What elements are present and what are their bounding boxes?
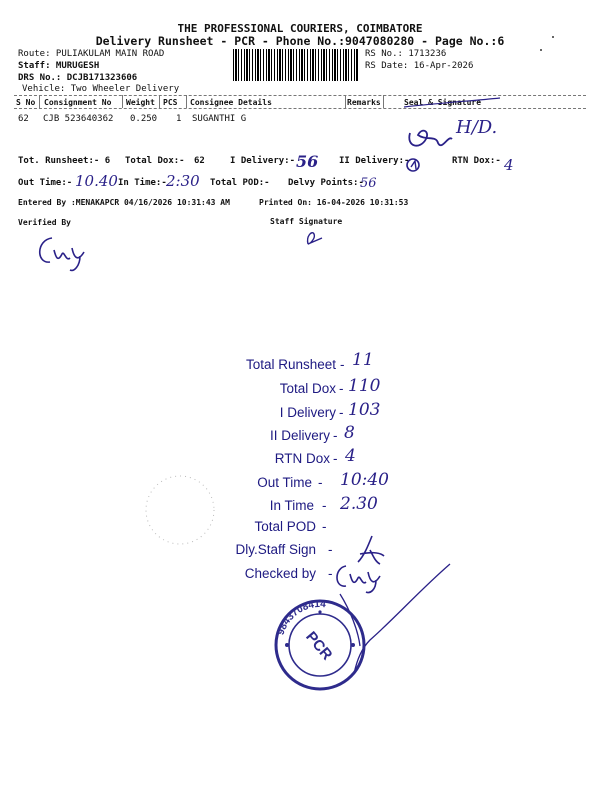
drs-text: DRS No.: DCJB171323606 [18, 73, 138, 83]
in-time-handwritten: 2:30 [166, 172, 200, 190]
summary-label-total-pod: Total POD [254, 519, 316, 534]
vehicle-text: Vehicle: Two Wheeler Delivery [22, 84, 180, 94]
tot-runsheet: Tot. Runsheet:- 6 [18, 156, 111, 166]
printed-on: Printed On: 16-04-2026 10:31:53 [259, 198, 409, 207]
total-pod-label: Total POD:- [210, 178, 270, 188]
summary-label-i-delivery: I Delivery [279, 405, 336, 420]
col-header-sno: S No [16, 98, 36, 107]
row-seal-handwritten: H/D. [456, 117, 498, 138]
summary-label-staff-sign: Dly.Staff Sign [235, 542, 316, 557]
company-name: THE PROFESSIONAL COURIERS, COIMBATORE [177, 22, 423, 35]
summary-label-ii-delivery: II Delivery [269, 428, 330, 443]
verified-by-label: Verified By [18, 218, 71, 227]
entered-by: Entered By :MENAKAPCR 04/16/2026 10:31:43 AM [18, 198, 230, 207]
i-delivery-handwritten: 56 [296, 152, 319, 171]
summary-label-total-runsheet: Total Runsheet [245, 357, 336, 372]
summary-dash: - [328, 542, 333, 557]
verified-signature [30, 228, 100, 273]
summary-value-total-runsheet: 11 [352, 350, 374, 370]
rs-number: RS No.: 1713236 [365, 49, 447, 59]
col-divider [159, 95, 160, 108]
col-header-consignee: Consignee Details [190, 98, 272, 107]
summary-label-out-time: Out Time [257, 475, 312, 490]
summary-value-i-delivery: 103 [348, 400, 381, 420]
delvy-points-handwritten: 56 [360, 176, 377, 191]
summary-dash: - [333, 428, 338, 443]
out-time-label: Out Time:- [18, 178, 73, 188]
col-divider [383, 95, 384, 108]
col-header-remarks: Remarks [347, 98, 381, 107]
summary-dash: - [339, 381, 344, 396]
summary-label-in-time: In Time [269, 498, 314, 513]
row-pcs: 1 [176, 114, 182, 124]
rs-date: RS Date: 16-Apr-2026 [365, 61, 474, 71]
runsheet-title: Delivery Runsheet - PCR - Phone No.:9047080280 - Page No.:6 [95, 34, 505, 48]
col-header-consignment: Consignment No [44, 98, 112, 107]
seal-ring-text: 9843708414 [275, 598, 327, 637]
staff-signature-mark [300, 226, 330, 248]
barcode-image [233, 49, 359, 81]
out-time-handwritten: 10.40 [75, 172, 118, 190]
summary-value-ii-delivery: 8 [344, 423, 355, 443]
in-time-label: In Time:- [118, 178, 167, 188]
summary-value-out-time: 10:40 [340, 470, 389, 490]
col-divider [345, 95, 346, 108]
rtn-dox-label: RTN Dox:- [452, 156, 501, 166]
staff-signature-label: Staff Signature [270, 217, 343, 226]
col-header-seal: Seal & Signature [404, 98, 482, 107]
row-consignment: CJB 523640362 [43, 114, 114, 124]
total-dox-value: 62 [194, 156, 205, 166]
total-dox-label: Total Dox:- [125, 156, 185, 166]
summary-label-total-dox: Total Dox [279, 381, 336, 396]
summary-dash: - [328, 566, 333, 581]
row-consignee: SUGANTHI G [192, 114, 247, 124]
route-text: Route: PULIAKULAM MAIN ROAD [18, 49, 165, 59]
staff-text: Staff: MURUGESH [18, 61, 100, 71]
scan-speck [540, 49, 542, 51]
summary-dash: - [339, 405, 344, 420]
faint-stamp-ghost [140, 470, 220, 550]
summary-dash: - [322, 519, 327, 534]
col-header-weight: Weight [126, 98, 155, 107]
summary-value-rtn-dox: 4 [345, 446, 356, 466]
delvy-points-label: Delvy Points:- [288, 178, 364, 188]
row-sno: 62 [18, 114, 29, 124]
rtn-dox-handwritten: 4 [504, 156, 514, 174]
summary-dash: - [333, 451, 338, 466]
round-seal-stamp [270, 595, 370, 695]
ii-delivery-label: II Delivery:- [339, 156, 410, 166]
col-divider [122, 95, 123, 108]
summary-label-rtn-dox: RTN Dox [274, 451, 330, 466]
col-header-pcs: PCS [163, 98, 178, 107]
summary-label-checked-by: Checked by [244, 566, 316, 581]
summary-value-in-time: 2.30 [340, 494, 378, 514]
col-divider [39, 95, 40, 108]
seal-center-text: PCR [302, 628, 336, 664]
summary-dash: - [318, 475, 323, 490]
col-divider [186, 95, 187, 108]
summary-value-total-dox: 110 [348, 376, 381, 396]
i-delivery-label: I Delivery:- [230, 156, 296, 166]
summary-dash: - [322, 498, 327, 513]
scan-speck [552, 36, 554, 38]
summary-dash: - [340, 357, 345, 372]
row-weight: 0.250 [130, 114, 158, 124]
